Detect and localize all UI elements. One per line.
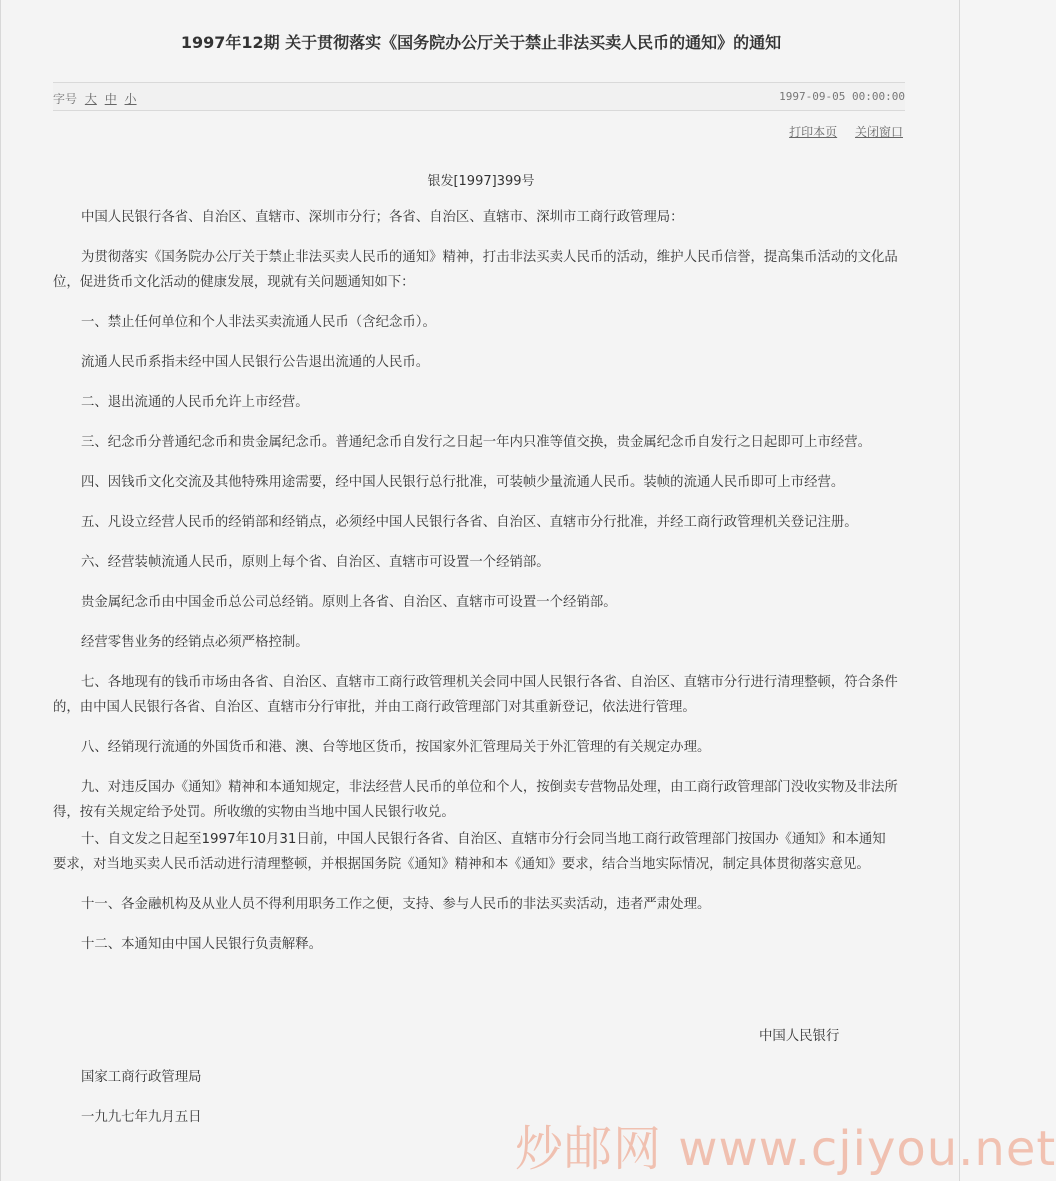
font-size-medium-link[interactable]: 中	[104, 92, 117, 106]
paragraph-12: 十二、本通知由中国人民银行负责解释。	[81, 937, 323, 952]
paragraph-10: 十、自文发之日起至1997年10月31日前，中国人民银行各省、自治区、直辖市分行会同当地工商行政管理部门按国办《通知》和本通知要求，对当地买卖人民币活动进行清理整顿，并根据国务院《通知》精神和本《通知》要求，结合当地实际情况，制定具体贯彻落实意见。	[53, 832, 886, 872]
signing-date: 一九九七年九月五日	[81, 1110, 202, 1125]
paragraph-intro: 为贯彻落实《国务院办公厅关于禁止非法买卖人民币的通知》精神，打击非法买卖人民币的活动，维护人民币信誉，提高集币活动的文化品位，促进货币文化活动的健康发展，现就有关问题通知如下：	[53, 250, 898, 290]
paragraph-4: 四、因钱币文化交流及其他特殊用途需要，经中国人民银行总行批准，可装帧少量流通人民币。装帧的流通人民币即可上市经营。	[81, 475, 845, 490]
font-size-large-link[interactable]: 大	[84, 92, 97, 106]
paragraph-2: 二、退出流通的人民币允许上市经营。	[81, 395, 309, 410]
paragraph-11: 十一、各金融机构及从业人员不得利用职务工作之便，支持、参与人民币的非法买卖活动，违者严肃处理。	[81, 897, 711, 912]
paragraph-6-note-1: 贵金属纪念币由中国金币总公司总经销。原则上各省、自治区、直辖市可设置一个经销部。	[81, 595, 617, 610]
page-title: 1997年12期 关于贯彻落实《国务院办公厅关于禁止非法买卖人民币的通知》的通知	[180, 33, 782, 52]
document-number: 银发[1997]399号	[427, 174, 535, 189]
publish-date: 1997-09-05 00:00:00	[779, 90, 905, 103]
paragraph-7: 七、各地现有的钱币市场由各省、自治区、直辖市工商行政管理机关会同中国人民银行各省、自治区、直辖市分行进行清理整顿，符合条件的，由中国人民银行各省、自治区、直辖市分行审批，并由工商行政管理部门对其重新登记，依法进行管理。	[53, 675, 898, 715]
paragraph-6: 六、经营装帧流通人民币，原则上每个省、自治区、直辖市可设置一个经销部。	[81, 555, 550, 570]
paragraph-6-note-2: 经营零售业务的经销点必须严格控制。	[81, 635, 309, 650]
meta-bar	[53, 82, 905, 111]
font-size-small-link[interactable]: 小	[124, 92, 137, 106]
document-body	[53, 205, 899, 972]
paragraph-1: 一、禁止任何单位和个人非法买卖流通人民币（含纪念币）。	[81, 315, 436, 330]
page-actions	[775, 123, 903, 140]
paragraph-9: 九、对违反国办《通知》精神和本通知规定，非法经营人民币的单位和个人，按倒卖专营物品处理，由工商行政管理部门没收实物及非法所得，按有关规定给予处罚。所收缴的实物由当地中国人民银行收兑。	[53, 780, 898, 820]
print-page-link[interactable]: 打印本页	[789, 125, 838, 139]
paragraph-5: 五、凡设立经营人民币的经销部和经销点，必须经中国人民银行各省、自治区、直辖市分行批准，并经工商行政管理机关登记注册。	[81, 515, 858, 530]
addressee: 中国人民银行各省、自治区、直辖市、深圳市分行；各省、自治区、直辖市、深圳市工商行政管理局：	[81, 210, 684, 225]
font-size-controls	[53, 90, 137, 107]
paragraph-3: 三、纪念币分普通纪念币和贵金属纪念币。普通纪念币自发行之日起一年内只准等值交换，贵金属纪念币自发行之日起即可上市经营。	[81, 435, 872, 450]
font-size-label: 字号	[53, 92, 78, 106]
watermark: 炒邮网 www.cjiyou.net	[515, 1121, 1056, 1177]
paragraph-8: 八、经销现行流通的外国货币和港、澳、台等地区货币，按国家外汇管理局关于外汇管理的有关规定办理。	[81, 740, 711, 755]
signature-saic: 国家工商行政管理局	[81, 1070, 202, 1085]
signature-pboc: 中国人民银行	[759, 1029, 840, 1044]
paragraph-1-note: 流通人民币系指未经中国人民银行公告退出流通的人民币。	[81, 355, 430, 370]
close-window-link[interactable]: 关闭窗口	[854, 125, 903, 139]
